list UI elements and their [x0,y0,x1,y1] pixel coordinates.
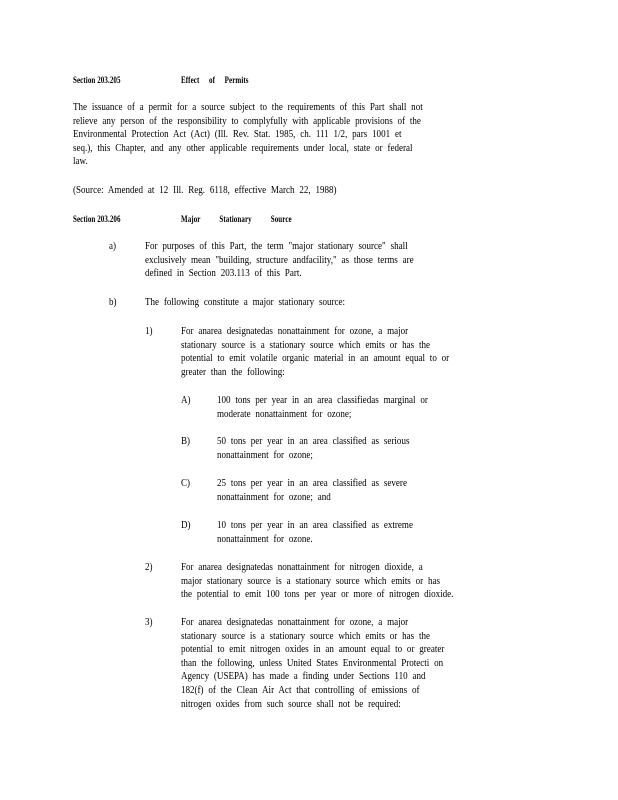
clause-line: 50 tons per year in an area classified as serious [217,436,410,447]
source-note [73,184,337,198]
paragraph-line: Environmental Protection Act (Act) (Ill. Rev. Stat. 1985, ch. 111 1/2, pars 1001 et [73,129,402,141]
clause-line: 100 tons per year in an area classifiedas marginal or [217,395,428,406]
clause-line: nonattainment for ozone; [217,449,313,461]
clause-line: 10 tons per year in an area classified as extreme [217,520,413,531]
clause-label: C) [181,478,191,489]
clause-line: moderate nonattainment for ozone; [217,408,352,420]
subitem-line: For anarea designatedas nonattainment for nitrogen dioxide, a [181,562,423,573]
subitem-line: potential to emit volatile organic material in an amount equal to or [181,353,450,365]
clause-text [217,519,413,546]
subitem-label: 1) [145,326,153,337]
subitem-text [181,325,449,379]
subitem-text [181,561,453,602]
subitem-text [181,616,444,711]
subitem-line: stationary source is a stationary source which emits or has the [181,339,430,351]
item-text [145,296,345,310]
clause-label: A) [181,395,191,406]
clause-text [217,435,409,462]
subitem-label: 2) [145,562,153,573]
subitem-line: nitrogen oxides from such source shall not be required: [181,698,401,710]
section-title: Major Stationary Source [181,214,292,224]
subitem-line: Agency (USEPA) has made a finding under Sections 110 and [181,671,426,683]
clause-text [217,394,428,421]
paragraph-line: relieve any person of the responsibility to complyfully with applicable provisions of the [73,115,421,127]
clause-line: nonattainment for ozone. [217,533,313,545]
clause-label: D) [181,520,191,531]
section-paragraph [73,101,423,169]
clause-text [217,477,407,504]
section-number: Section 203.206 [73,214,121,224]
item-label: a) [109,241,117,252]
section-title: Effect of Permits [181,75,249,85]
paragraph-line: law. [73,156,88,168]
item-label: b) [109,297,117,308]
paragraph-line: seq.), this Chapter, and any other applicable requirements under local, state or federal [73,142,413,154]
subitem-line: the potential to emit 100 tons per year or more of nitrogen dioxide. [181,589,454,601]
subitem-line: greater than the following: [181,366,285,378]
clause-line: 25 tons per year in an area classified as severe [217,478,407,489]
item-line: For purposes of this Part, the term "major stationary source" shall [145,241,408,252]
item-text [145,240,414,281]
item-line: The following constitute a major stationary source: [145,297,346,308]
paragraph-line: The issuance of a permit for a source subject to the requirements of this Part shall not [73,102,423,113]
subitem-line: potential to emit nitrogen oxides in an amount equal to or greater [181,644,445,656]
source-note-text: (Source: Amended at 12 Ill. Reg. 6118, effective March 22, 1988) [73,185,337,196]
item-line: exclusively mean "building, structure andfacility," as those terms are [145,254,414,266]
subitem-line: stationary source is a stationary source which emits or has the [181,630,430,642]
subitem-line: major stationary source is a stationary source which emits or has [181,575,441,587]
subitem-label: 3) [145,617,153,628]
subitem-line: For anarea designatedas nonattainment for ozone, a major [181,326,409,337]
clause-label: B) [181,436,191,447]
clause-line: nonattainment for ozone; and [217,491,331,503]
item-line: defined in Section 203.113 of this Part. [145,268,302,280]
subitem-line: than the following, unless United States Environmental Protecti on [181,657,444,669]
subitem-line: For anarea designatedas nonattainment for ozone, a major [181,617,409,628]
subitem-line: 182(f) of the Clean Air Act that controlling of emissions of [181,684,420,696]
section-number: Section 203.205 [73,75,121,85]
